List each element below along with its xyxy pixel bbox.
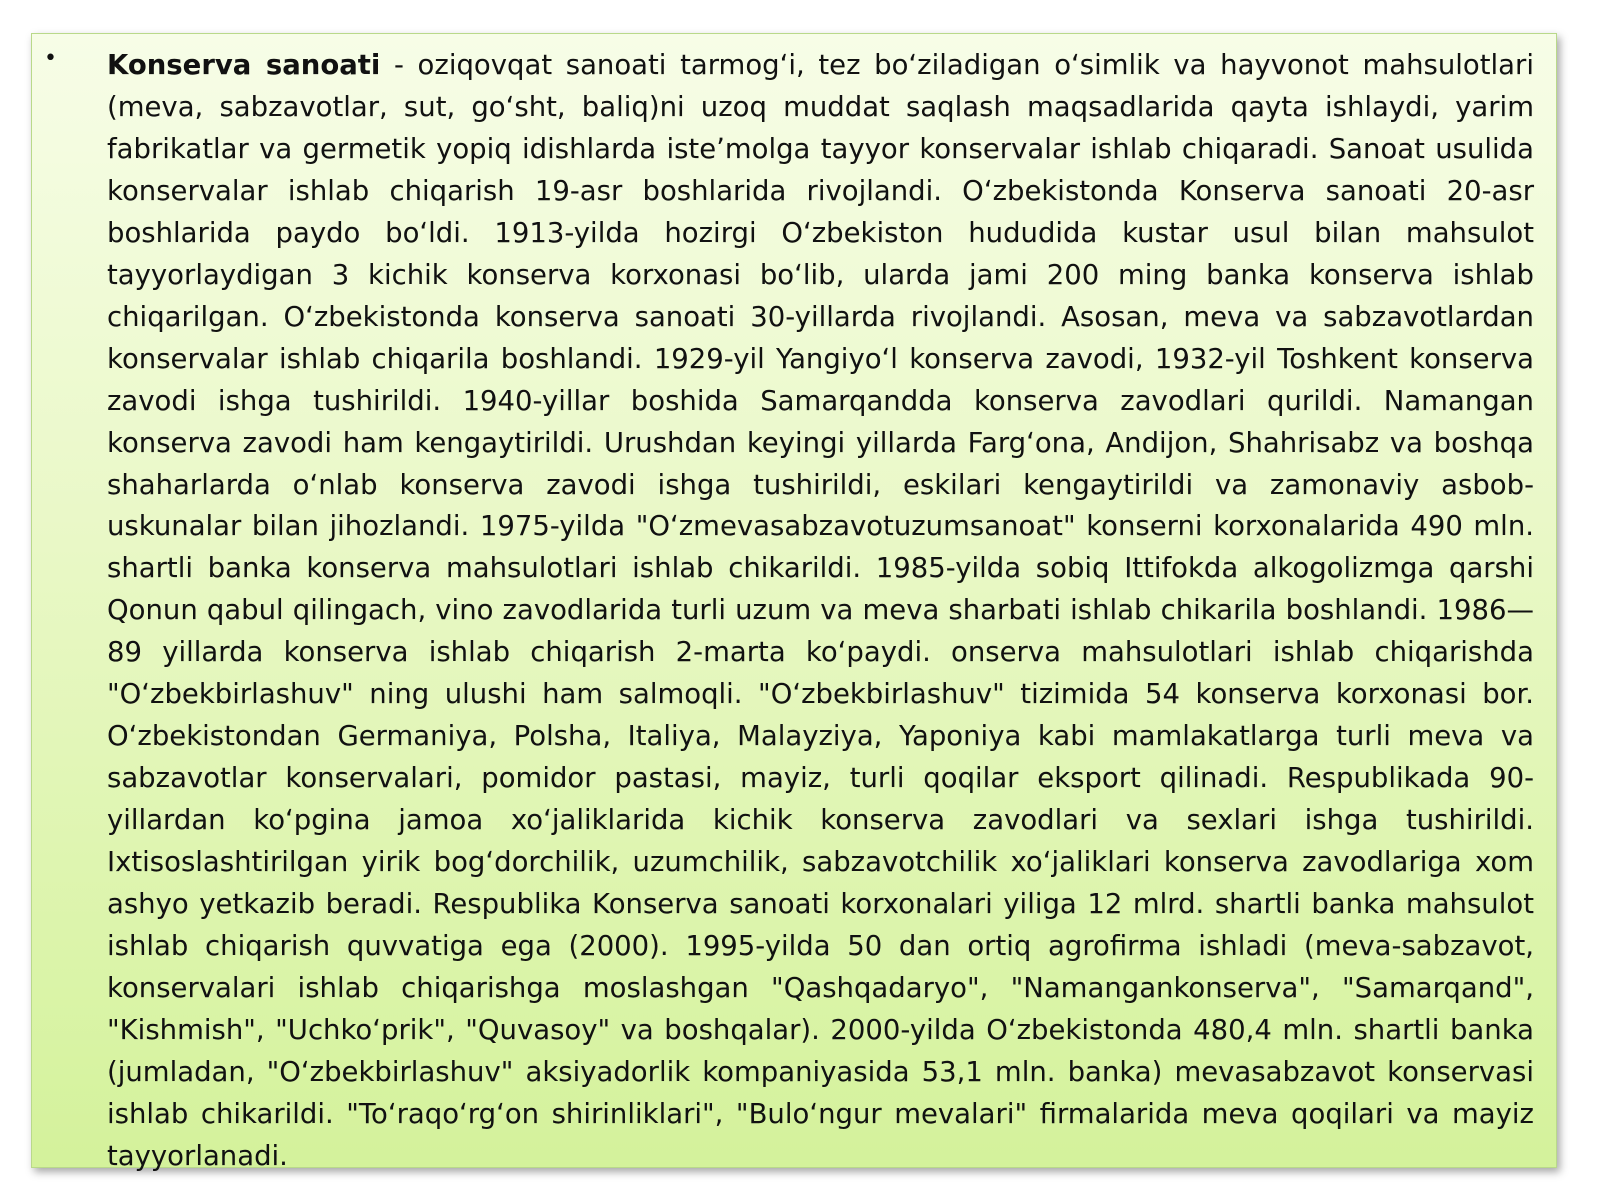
paragraph-text: - oziqovqat sanoati tarmogʻi, tez boʻziladigan oʻsimlik va hayvonot mahsulotlari (meva, sabzavotlar, sut, goʻsht, baliq)ni uzoq muddat saqlash maqsadlarida qayta ishlaydi, yarim fabrikatlar va germetik yopiq idishlarda isteʼmolga tayyor konservalar ishlab chiqaradi. Sanoat usulida konservalar ishlab chiqarish 19-asr boshlarida rivojlandi. Oʻzbekistonda Konserva sanoati 20-asr boshlarida paydo boʻldi. 1913-yilda hozirgi Oʻzbekiston hududida kustar usul bilan mahsulot tayyorlaydigan 3 kichik konserva korxonasi boʻlib, ularda jami 200 ming banka konserva ishlab chiqarilgan. Oʻzbekistonda konserva sanoati 30-yillarda rivojlandi. Asosan, meva va sabzavotlardan konservalar ishlab chiqarila boshlandi. 1929-yil Yangiyoʻl konserva zavodi, 1932-yil Toshkent konserva zavodi ishga tushirildi. 1940-yillar boshida Samarqandda konserva zavodlari qurildi. Namangan konserva zavodi ham kengaytirildi. Urushdan keyingi yillarda Fargʻona, Andijon, Shahrisabz va boshqa shaharlarda oʻnlab konserva zavodi ishga tushirildi, eskilari kengaytirildi va zamonaviy asbob-uskunalar bilan jihozlandi. 1975-yilda "Oʻzmevasabzavotuzumsanoat" konserni korxonalarida 490 mln. shartli banka konserva mahsulotlari ishlab chikarildi. 1985-yilda sobiq Ittifokda alkogolizmga qarshi Qonun qabul qilingach, vino zavodlarida turli uzum va meva sharbati ishlab chikarila boshlandi. 1986—89 yillarda konserva ishlab chiqarish 2-marta koʻpaydi. onserva mahsulotlari ishlab chiqarishda "Oʻzbekbirlashuv" ning ulushi ham salmoqli. "Oʻzbekbirlashuv" tizimida 54 konserva korxonasi bor. Oʻzbekistondan Germaniya, Polsha, Italiya, Malayziya, Yaponiya kabi mamlakatlarga turli meva va sabzavotlar konservalari, pomidor pastasi, mayiz, turli qoqilar eksport qilinadi. Respublikada 90-yillardan koʻpgina jamoa xoʻjaliklarida kichik konserva zavodlari va sexlari ishga tushirildi. Ixtisoslashtirilgan yirik bogʻdorchilik, uzumchilik, sabzavotchilik xoʻjaliklari konserva zavodlariga xom ashyo yetkazib beradi. Respublika Konserva sanoati korxonalari yiliga 12 mlrd. shartli banka mahsulot ishlab chiqarish quvvatiga ega (2000). 1995-yilda 50 dan ortiq agrofirma ishladi (meva-sabzavot, konservalari ishlab chiqarishga moslashgan "Qashqadaryo", "Namangankonserva", "Samarqand", "Kishmish", "Uchkoʻprik", "Quvasoy" va boshqalar). 2000-yilda Oʻzbekistonda 480,4 mln. shartli banka (jumladan, "Oʻzbekbirlashuv" aksiyadorlik kompaniyasida 53,1 mln. banka) mevasabzavot konservasi ishlab chikarildi. "Toʻraqoʻrgʻon shirinliklari", "Buloʻngur mevalari" firmalarida meva qoqilari va mayiz tayyorlanadi. — [107, 49, 1534, 1172]
bullet-marker: • — [44, 46, 57, 71]
term-heading: Konserva sanoati — [107, 49, 381, 81]
paragraph — [107, 45, 1534, 1178]
